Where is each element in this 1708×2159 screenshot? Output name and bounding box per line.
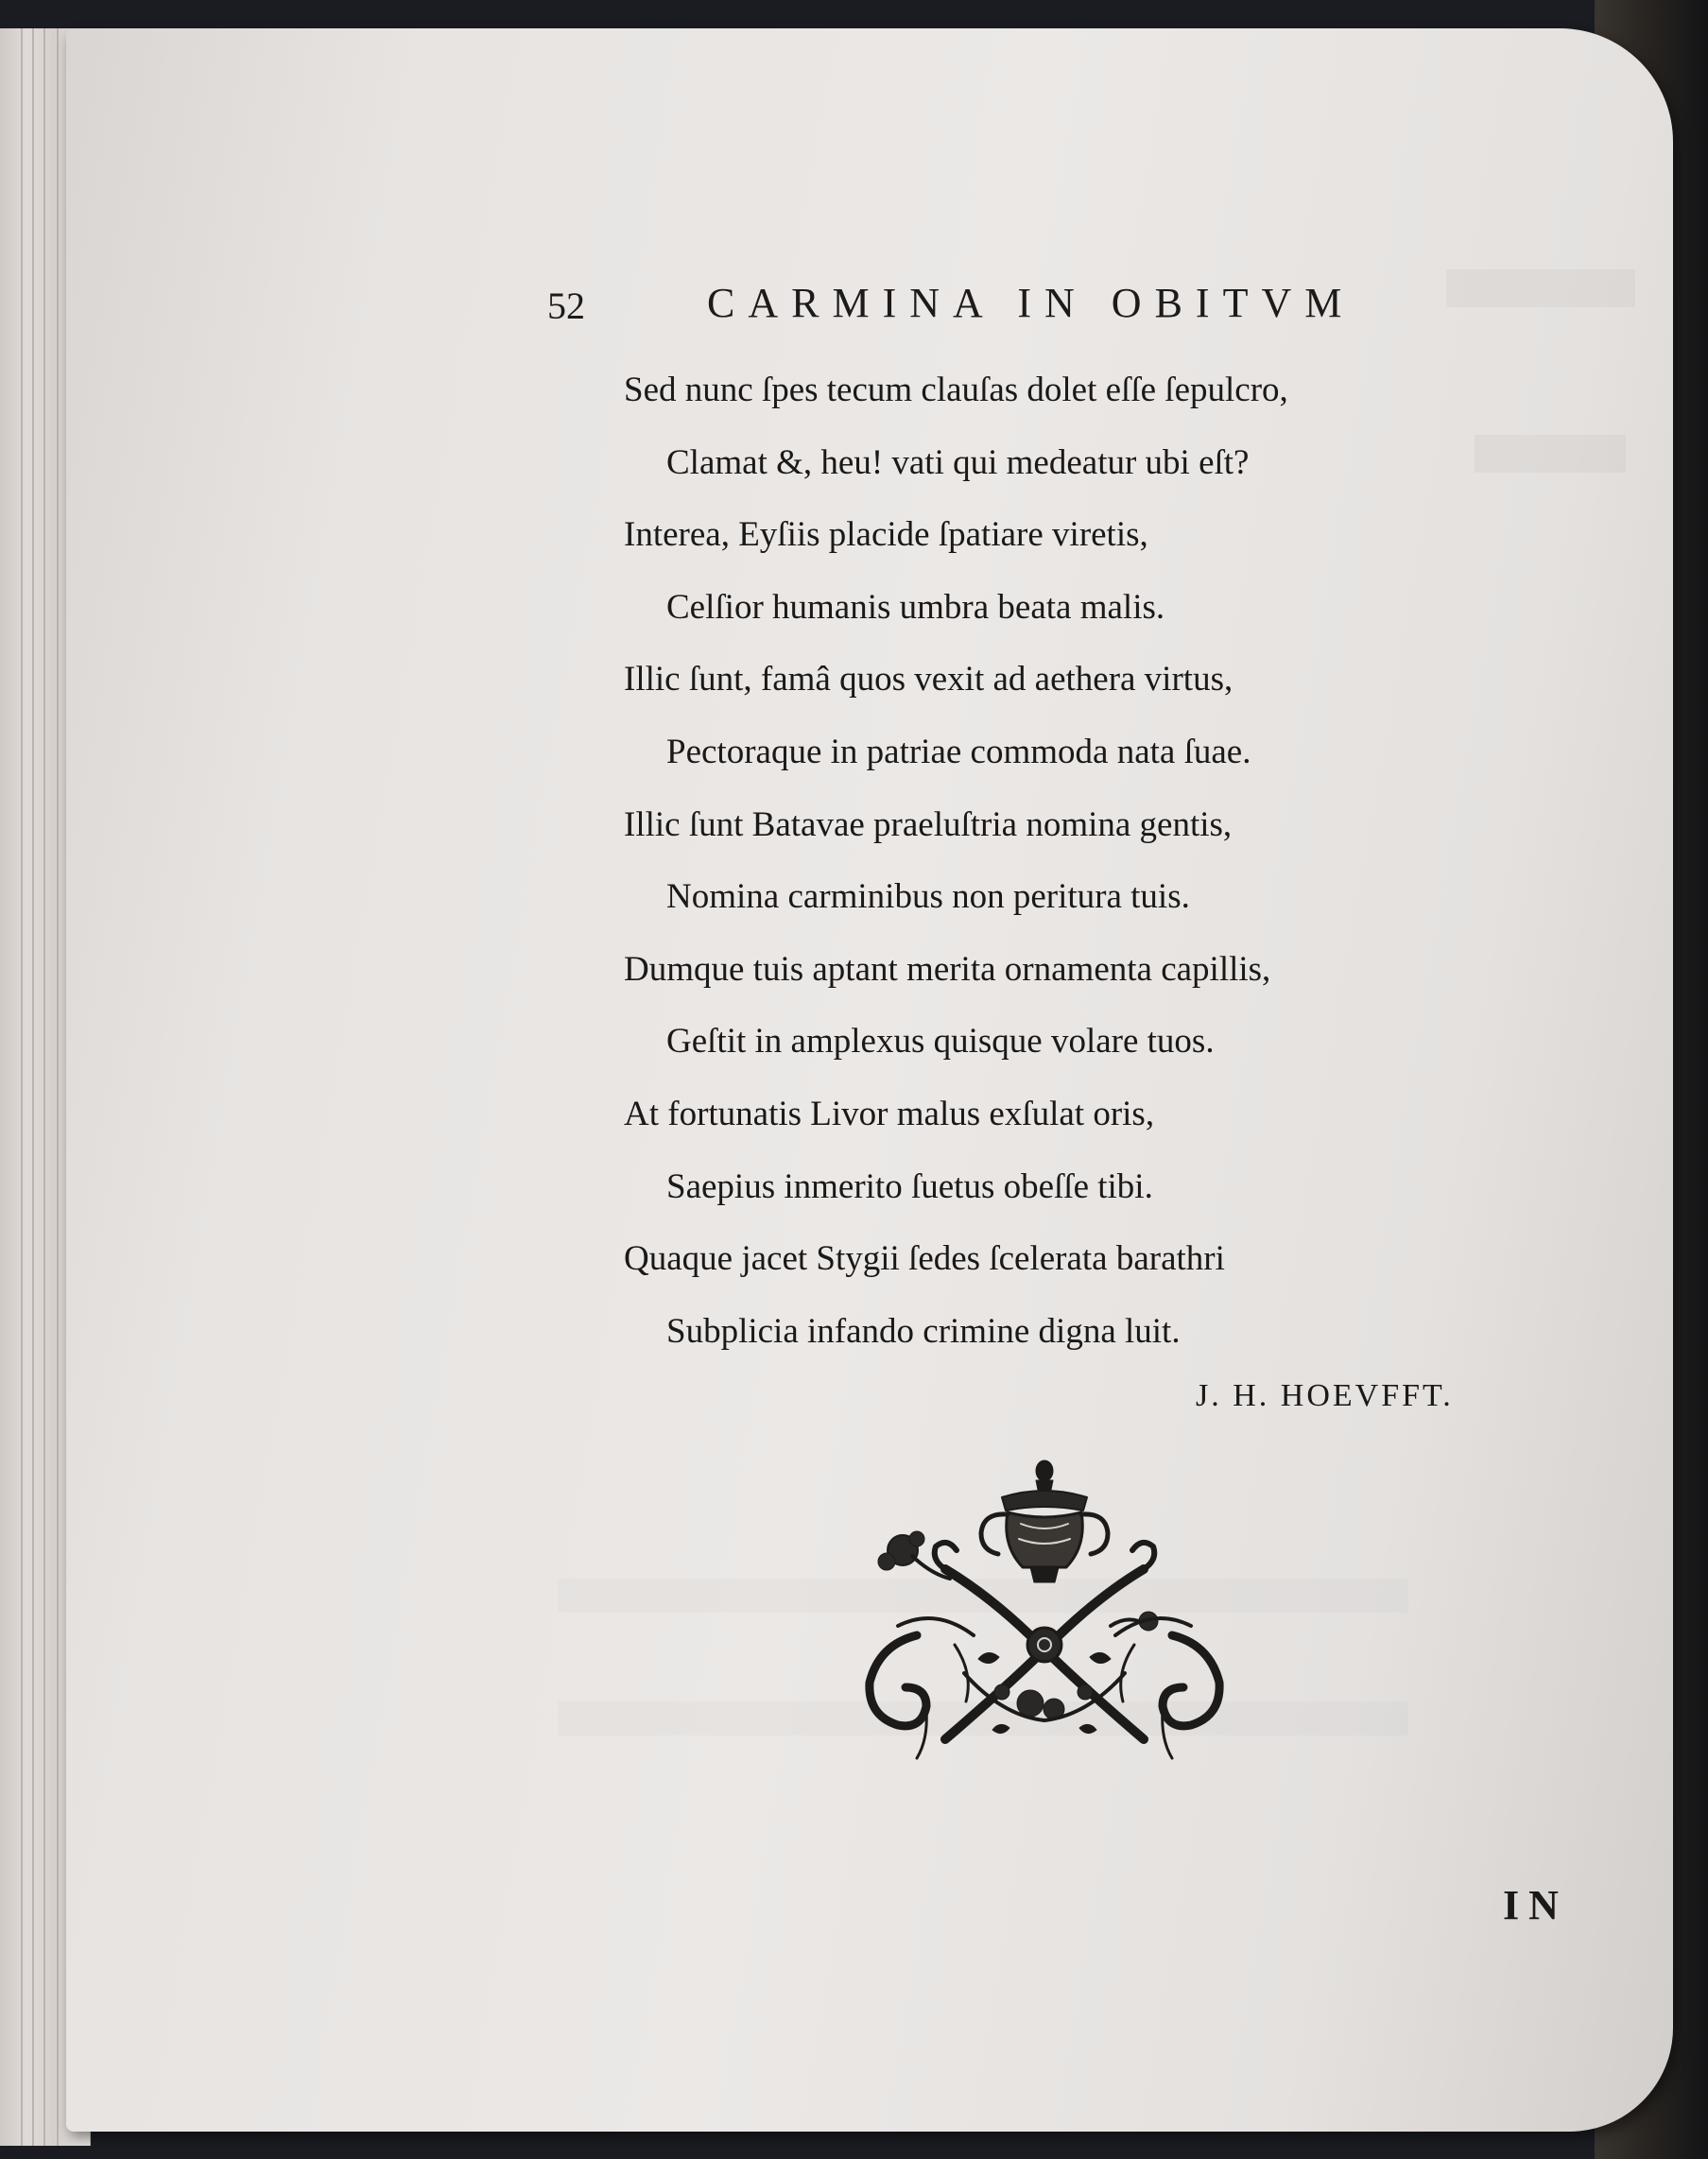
catchword: IN — [1503, 1882, 1568, 1928]
poem-line: Subplicia infando crimine digna luit. — [666, 1311, 1181, 1351]
running-title: CARMINA IN OBITVM — [707, 280, 1355, 326]
poem-line: Celſior humanis umbra beata malis. — [666, 587, 1165, 627]
poem-line: At fortunatis Livor malus exſulat oris, — [624, 1094, 1155, 1133]
poem-line: Interea, Eyſiis placide ſpatiare viretis, — [624, 515, 1148, 555]
urn-and-scroll-ornament-icon — [860, 1456, 1229, 1768]
poem-line: Dumque tuis aptant merita ornamenta capillis, — [624, 949, 1271, 989]
poem-line: Quaque jacet Stygii ſedes ſcelerata barathri — [624, 1239, 1225, 1279]
poem-line: Pectoraque in patriae commoda nata ſuae. — [666, 732, 1251, 771]
poem-body — [624, 354, 1550, 1368]
poem-line: Nomina carminibus non peritura tuis. — [666, 877, 1190, 917]
poem-line: Illic ſunt, famâ quos vexit ad aethera virtus, — [624, 660, 1234, 700]
author-signature: J. H. HOEVFFT. — [1196, 1378, 1454, 1413]
page-number: 52 — [547, 285, 585, 327]
poem-line: Clamat &, heu! vati qui medeatur ubi eſt? — [666, 442, 1250, 482]
book-page — [66, 28, 1673, 2132]
poem-line: Illic ſunt Batavae praeluſtria nomina gentis, — [624, 804, 1233, 844]
poem-line: Sed nunc ſpes tecum clauſas dolet eſſe ſepulcro, — [624, 371, 1288, 409]
poem-line: Saepius inmerito ſuetus obeſſe tibi. — [666, 1166, 1153, 1206]
poem-line: Geſtit in amplexus quisque volare tuos. — [666, 1022, 1215, 1062]
